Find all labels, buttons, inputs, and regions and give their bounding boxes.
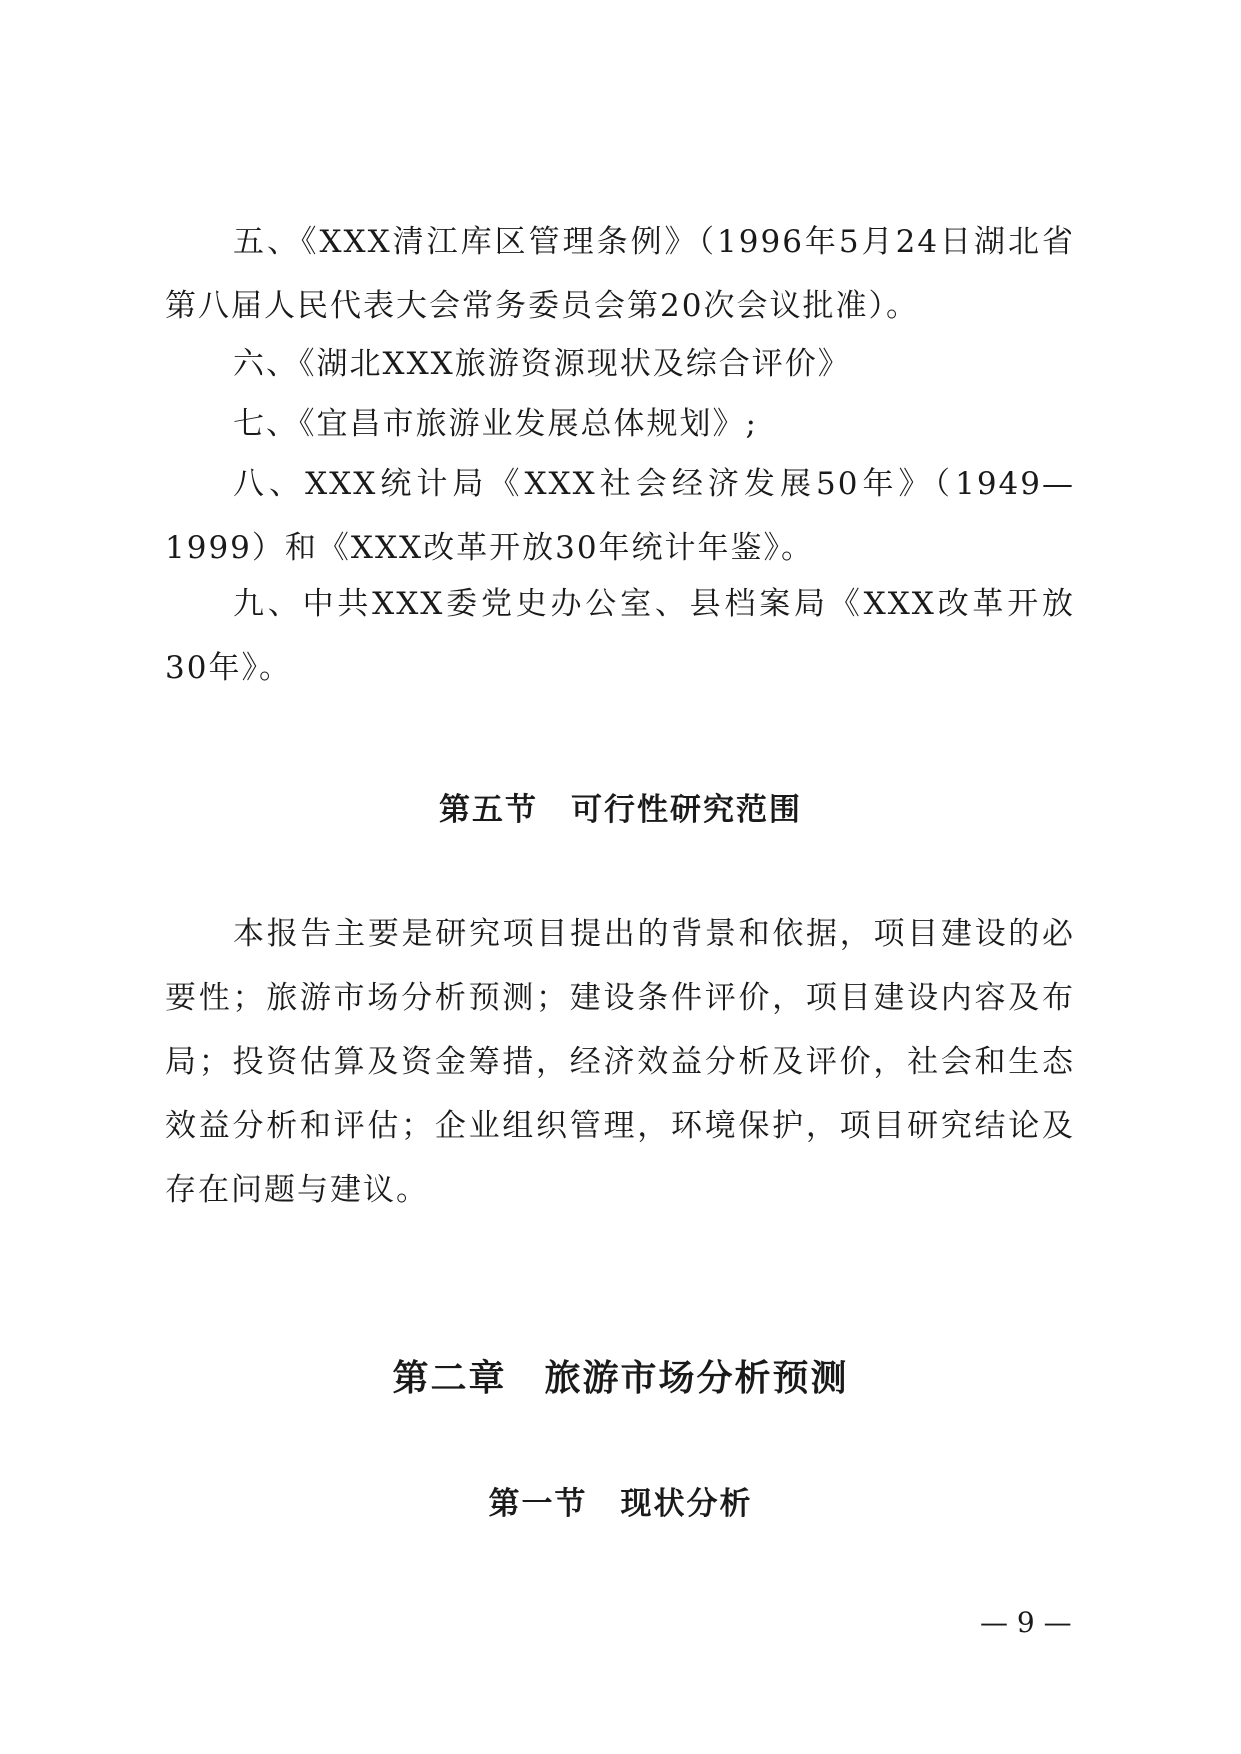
reference-item-9: 九、中共XXX委党史办公室、县档案局《XXX改革开放30年》。 [165,586,1075,686]
chapter-title: 第二章 旅游市场分析预测 [392,1357,849,1399]
page-number: — 9 — [980,1606,1072,1639]
reference-item-5: 五、《XXX清江库区管理条例》（1996年5月24日湖北省第八届人民代表大会常务委员会第20次会议批准）。 [165,224,1075,324]
section-title: 第五节 可行性研究范围 [439,792,802,828]
section-body: 本报告主要是研究项目提出的背景和依据，项目建设的必要性；旅游市场分析预测；建设条件评价，项目建设内容及布局；投资估算及资金筹措，经济效益分析及评价，社会和生态效益分析和评估；企业组织管理，环境保护，项目研究结论及存在问题与建议。 [165,916,1075,1208]
reference-item-6: 六、《湖北XXX旅游资源现状及综合评价》 [233,346,851,382]
subsection-title: 第一节 现状分析 [488,1486,753,1522]
reference-item-7: 七、《宜昌市旅游业发展总体规划》; [233,406,758,442]
reference-item-8: 八、XXX统计局《XXX社会经济发展50年》（1949—1999）和《XXX改革开放30年统计年鉴》。 [165,466,1075,566]
